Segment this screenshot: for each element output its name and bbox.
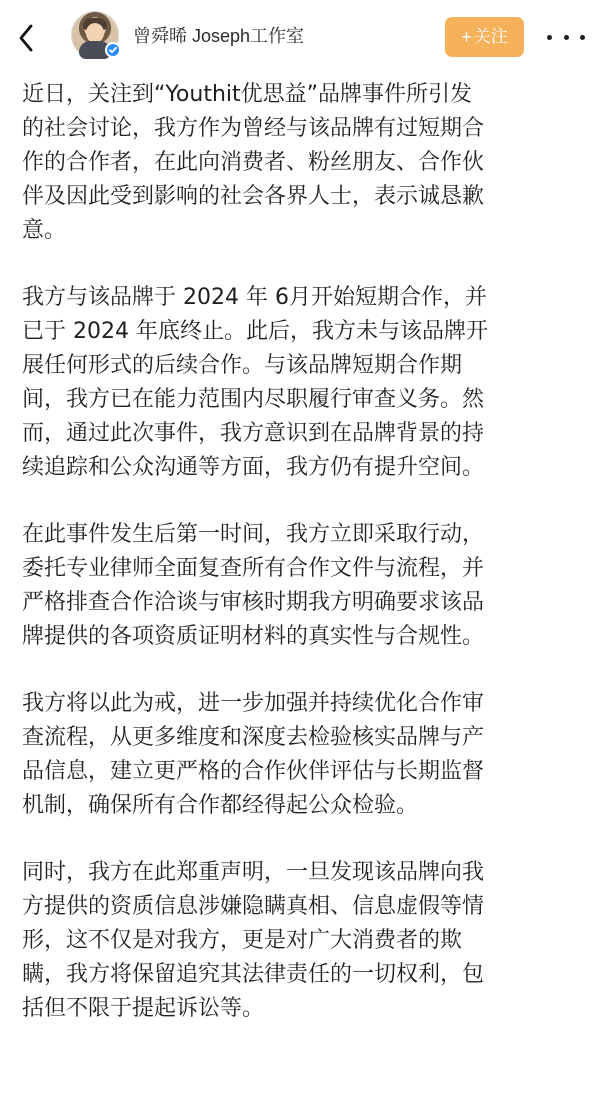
plus-icon: + [461,27,472,47]
follow-label: 关注 [473,27,508,46]
follow-button[interactable] [445,17,524,57]
post-content [22,78,582,1026]
more-dot-icon [547,35,552,40]
post-paragraph: 我方与该品牌于 2024 年 6月开始短期合作，并 已于 2024 年底终止。此后，我方未与该品牌开 展任何形式的后续合作。与该品牌短期合作期 间，我方已在能力范围内尽职履行审查义务。然 而，通过此次事件，我方意识到在品牌背景的持 续追踪和公众沟通等方面，我方仍有提升空间。 [22,285,488,480]
account-name[interactable]: 曾舜晞 Joseph工作室 [133,26,305,46]
post-paragraph: 近日，关注到“Youthit优思益”品牌事件所引发 的社会讨论，我方作为曾经与该品牌有过短期合 作的合作者，在此向消费者、粉丝朋友、合作伙 伴及因此受到影响的社会各界人士，表示诚恳歉 意。 [22,82,485,243]
more-dot-icon [564,35,569,40]
post-paragraph: 同时，我方在此郑重声明，一旦发现该品牌向我 方提供的资质信息涉嫌隐瞒真相、信息虚假等情 形，这不仅是对我方，更是对广大消费者的欺 瞒，我方将保留追究其法律责任的一切权利，包 括但不限于提起诉讼等。 [22,860,485,1021]
chevron-left-icon [17,24,35,52]
avatar-face [86,23,104,43]
check-icon [108,45,118,55]
post-paragraph: 在此事件发生后第一时间，我方立即采取行动， 委托专业律师全面复查所有合作文件与流程，并 严格排查合作洽谈与审核时期我方明确要求该品 牌提供的各项资质证明材料的真实性与合规性。 [22,522,485,649]
avatar[interactable] [71,11,119,59]
more-dot-icon [580,35,585,40]
back-button[interactable] [14,24,38,52]
top-bar [0,0,600,78]
verified-badge-icon [105,42,121,58]
more-options-button[interactable] [547,25,585,49]
post-paragraph: 我方将以此为戒，进一步加强并持续优化合作审 查流程，从更多维度和深度去检验核实品牌与产 品信息，建立更严格的合作伙伴评估与长期监督 机制，确保所有合作都经得起公众检验。 [22,691,485,818]
